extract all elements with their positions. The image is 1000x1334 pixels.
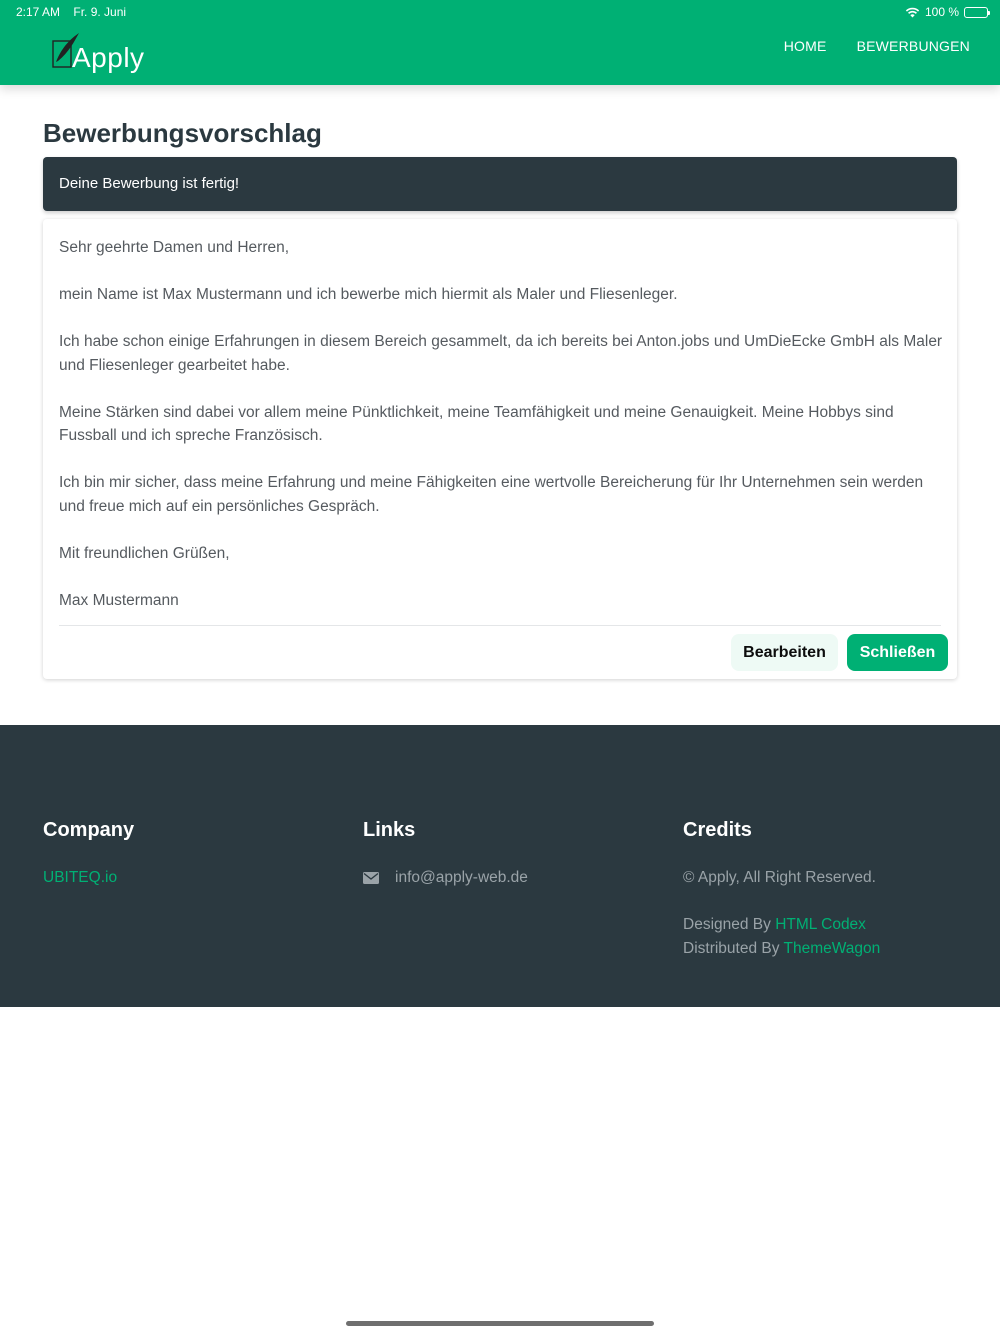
edit-button[interactable]: Bearbeiten [731, 634, 838, 671]
letter-signature: Max Mustermann [59, 591, 179, 609]
letter-paragraph: Meine Stärken sind dabei vor allem meine Pünktlichkeit, meine Teamfähigkeit und meine Genauigkeit. Meine Hobbys sind Fussball und ich spreche Französisch. [59, 403, 894, 444]
letter-paragraph: Ich habe schon einige Erfahrungen in diesem Bereich gesammelt, da ich bereits bei Anton.jobs und UmDieEcke GmbH als Maler und Fliesenleger gearbeitet habe. [59, 333, 943, 374]
wifi-icon [905, 7, 920, 18]
themewagon-link[interactable]: ThemeWagon [783, 939, 881, 957]
application-letter-card [43, 219, 957, 679]
footer-credits-column [683, 819, 880, 960]
envelope-icon [363, 872, 379, 884]
top-navbar [0, 0, 1000, 85]
footer-links-heading: Links [363, 819, 416, 841]
card-divider [59, 625, 941, 626]
footer-company-link[interactable]: UBITEQ.io [43, 869, 118, 886]
distributed-by-label: Distributed By [683, 939, 780, 957]
home-indicator[interactable] [346, 1321, 654, 1326]
footer-company-column [43, 819, 134, 890]
letter-body [59, 236, 943, 636]
letter-paragraph: Ich bin mir sicher, dass meine Erfahrung und meine Fähigkeiten eine wertvolle Bereicherung für Ihr Unternehmen sein werden und freue mich auf ein persönliches Gespräch. [59, 474, 924, 515]
letter-closing: Mit freundlichen Grüßen, [59, 544, 230, 562]
footer [0, 725, 1000, 1007]
footer-copyright: © Apply, All Right Reserved. [683, 869, 876, 886]
close-button[interactable]: Schließen [847, 634, 948, 671]
battery-percent: 100 % [924, 5, 959, 19]
battery-icon [964, 7, 988, 18]
nav-home-link[interactable]: HOME [783, 38, 827, 54]
footer-company-heading: Company [43, 819, 135, 841]
footer-links-column [363, 819, 528, 890]
letter-paragraph: mein Name ist Max Mustermann und ich bewerbe mich hiermit als Maler und Fliesenleger. [59, 286, 678, 303]
status-bar-left [16, 5, 126, 19]
footer-distributed-by [683, 937, 880, 961]
footer-designed-by [683, 913, 880, 937]
success-alert: Deine Bewerbung ist fertig! [43, 157, 957, 211]
nav-bewerbungen-link[interactable]: BEWERBUNGEN [856, 38, 970, 54]
main-nav [784, 38, 970, 54]
quill-icon [52, 32, 82, 68]
status-time: 2:17 AM [16, 5, 61, 19]
html-codex-link[interactable]: HTML Codex [775, 916, 866, 933]
letter-salutation: Sehr geehrte Damen und Herren, [59, 239, 290, 256]
status-date: Fr. 9. Juni [73, 5, 127, 19]
designed-by-label: Designed By [683, 916, 771, 933]
logo-text: Apply [72, 42, 145, 73]
status-bar-right [905, 5, 988, 19]
apply-logo[interactable] [52, 28, 145, 72]
page-title: Bewerbungsvorschlag [43, 118, 322, 148]
footer-email[interactable]: info@apply-web.de [395, 869, 528, 886]
footer-credits-heading: Credits [683, 819, 752, 841]
